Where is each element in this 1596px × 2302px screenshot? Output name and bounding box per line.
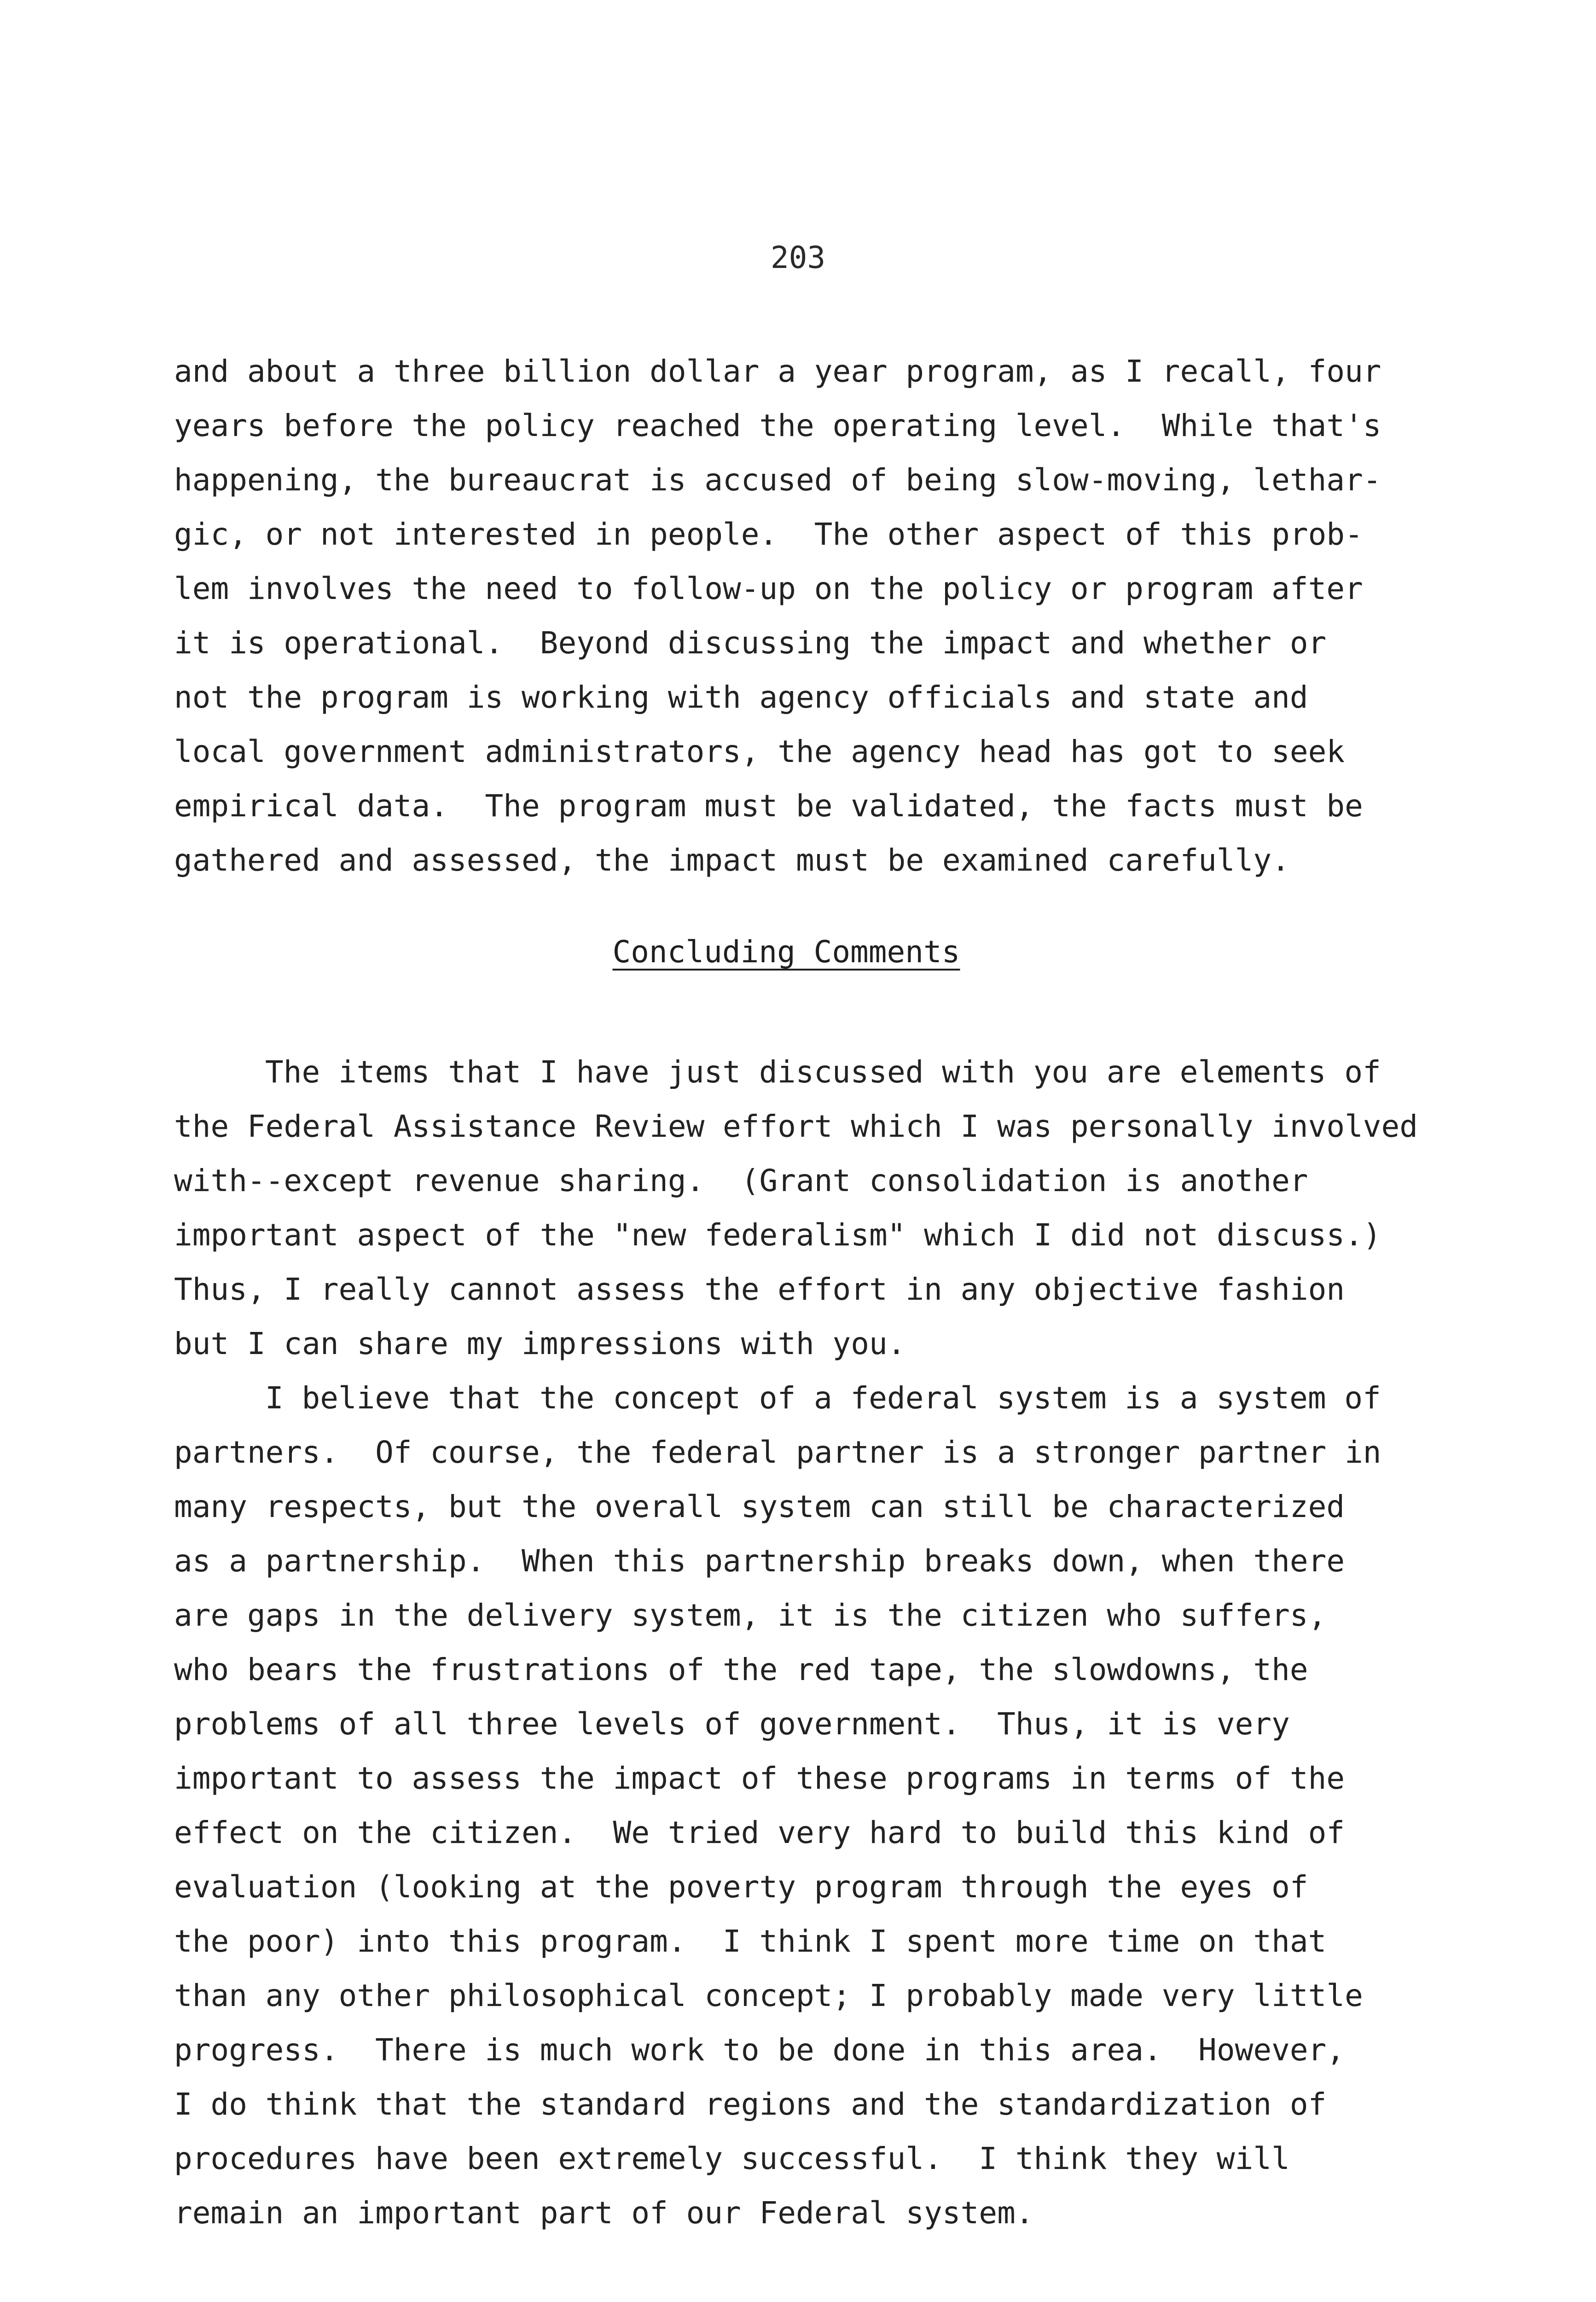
text-line: years before the policy reached the operating level. While that's: [174, 408, 1381, 443]
text-line: problems of all three levels of government. Thus, it is very: [174, 1706, 1290, 1742]
text-line: not the program is working with agency officials and state and: [174, 680, 1308, 715]
text-line: The items that I have just discussed with you are elements of: [265, 1054, 1381, 1090]
text-line: progress. There is much work to be done in this area. However,: [174, 2032, 1345, 2068]
text-line: important aspect of the "new federalism" which I did not discuss.): [174, 1217, 1381, 1253]
text-line: and about a three billion dollar a year program, as I recall, four: [174, 354, 1381, 389]
text-line: remain an important part of our Federal system.: [174, 2195, 1034, 2231]
section-heading-block: [174, 920, 1399, 1045]
text-line: partners. Of course, the federal partner is a stronger partner in: [174, 1435, 1381, 1470]
text-line: important to assess the impact of these programs in terms of the: [174, 1761, 1345, 1796]
text-line: happening, the bureaucrat is accused of being slow-moving, lethar-: [174, 462, 1381, 498]
text-line: as a partnership. When this partnership breaks down, when there: [174, 1543, 1345, 1579]
page-body: [174, 344, 1418, 2240]
text-line: gic, or not interested in people. The other aspect of this prob-: [174, 517, 1363, 552]
text-line: lem involves the need to follow-up on the policy or program after: [174, 571, 1363, 606]
text-line: but I can share my impressions with you.: [174, 1326, 906, 1361]
text-line: with--except revenue sharing. (Grant consolidation is another: [174, 1163, 1308, 1198]
text-line: evaluation (looking at the poverty program through the eyes of: [174, 1869, 1308, 1905]
text-line: who bears the frustrations of the red tape, the slowdowns, the: [174, 1652, 1308, 1687]
paragraph-continuation: [174, 344, 1399, 888]
page-number: 203: [770, 240, 826, 275]
text-line: I do think that the standard regions and the standardization of: [174, 2087, 1327, 2122]
text-line: procedures have been extremely successful. I think they will: [174, 2141, 1290, 2176]
text-line: effect on the citizen. We tried very hard to build this kind of: [174, 1815, 1345, 1850]
text-line: local government administrators, the agency head has got to seek: [174, 734, 1345, 769]
text-line: the poor) into this program. I think I spent more time on that: [174, 1924, 1327, 1959]
text-line: are gaps in the delivery system, it is the citizen who suffers,: [174, 1598, 1327, 1633]
text-line: gathered and assessed, the impact must be examined carefully.: [174, 843, 1290, 878]
paragraph-federal-system: [174, 1371, 1399, 2240]
text-line: Thus, I really cannot assess the effort in any objective fashion: [174, 1272, 1345, 1307]
section-heading: [174, 920, 1399, 984]
paragraph-review-effort: [174, 1045, 1418, 1371]
section-heading-text: Concluding Comments: [612, 934, 960, 970]
text-line: I believe that the concept of a federal system is a system of: [265, 1380, 1381, 1416]
text-line: than any other philosophical concept; I probably made very little: [174, 1978, 1363, 2013]
text-line: empirical data. The program must be validated, the facts must be: [174, 788, 1363, 824]
text-line: many respects, but the overall system can still be characterized: [174, 1489, 1345, 1524]
text-line: the Federal Assistance Review effort which I was personally involved: [174, 1109, 1418, 1144]
text-line: it is operational. Beyond discussing the impact and whether or: [174, 625, 1327, 661]
